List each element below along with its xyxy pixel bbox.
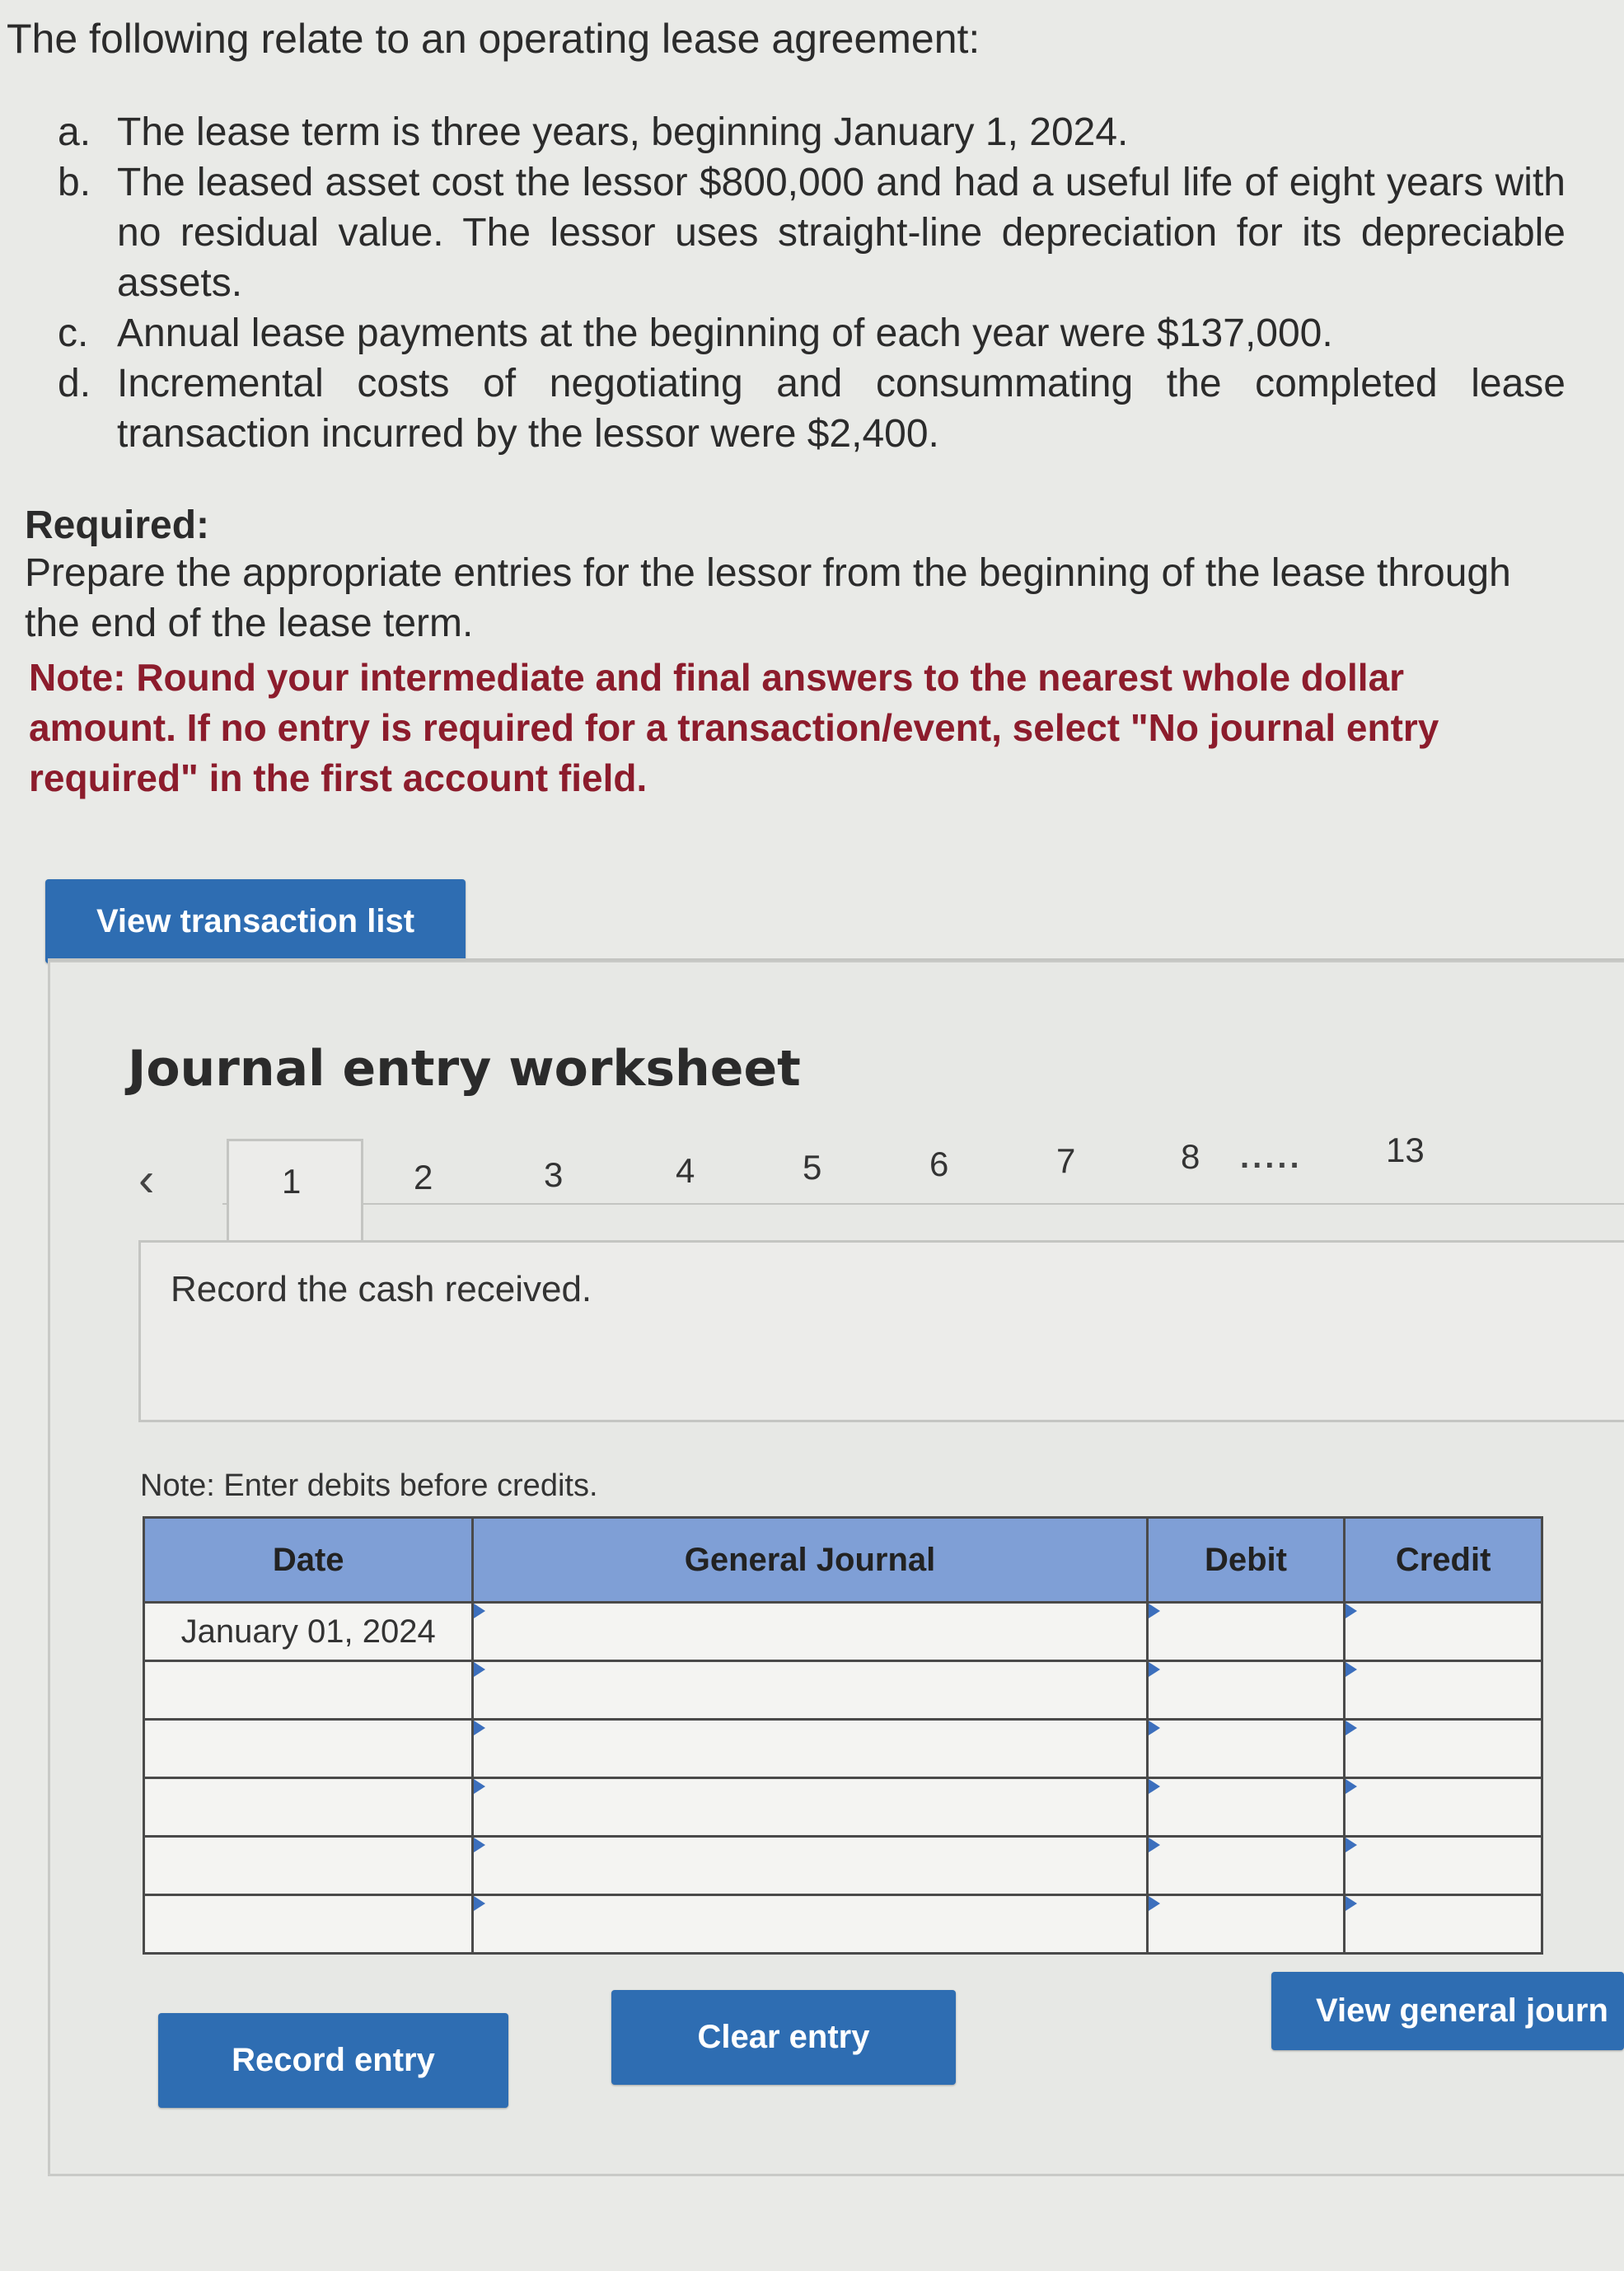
debit-input[interactable] (1147, 1837, 1345, 1895)
journal-table (143, 1516, 1543, 1955)
worksheet-title: Journal entry worksheet (128, 1040, 801, 1098)
view-transaction-list-button[interactable]: View transaction list (45, 879, 466, 963)
credit-input[interactable] (1345, 1778, 1542, 1837)
debit-credit-note: Note: Enter debits before credits. (140, 1468, 598, 1503)
debit-input[interactable] (1147, 1895, 1345, 1954)
tab-5[interactable]: 5 (803, 1148, 822, 1187)
date-cell: January 01, 2024 (144, 1603, 473, 1661)
item-text: Annual lease payments at the beginning of each year were $137,000. (117, 311, 1333, 355)
problem-items (58, 107, 1565, 459)
item-text: The leased asset cost the lessor $800,000 and had a useful life of eight years with no residual value. The lessor uses straight-line depreciation for its depreciable assets. (117, 161, 1565, 305)
instruction-box (138, 1240, 1624, 1422)
table-row (144, 1837, 1542, 1895)
problem-item-b (58, 157, 1565, 308)
tab-13[interactable]: 13 (1386, 1131, 1425, 1169)
account-select[interactable] (473, 1720, 1147, 1778)
view-general-journal-button[interactable]: View general journ (1271, 1972, 1624, 2050)
credit-input[interactable] (1345, 1603, 1542, 1661)
debit-input[interactable] (1147, 1778, 1345, 1837)
account-select[interactable] (473, 1778, 1147, 1837)
item-text: Incremental costs of negotiating and consummating the completed lease transaction incurred by the lessor were $2,400. (117, 362, 1565, 456)
required-text: Prepare the appropriate entries for the lessor from the beginning of the lease through the end of the lease term. (25, 551, 1511, 645)
problem-item-a (58, 107, 1565, 157)
tabs-baseline (222, 1203, 1624, 1205)
table-row (144, 1778, 1542, 1837)
debit-input[interactable] (1147, 1603, 1345, 1661)
item-letter: c. (58, 311, 89, 355)
table-row (144, 1603, 1542, 1661)
item-letter: a. (58, 110, 91, 154)
date-cell (144, 1661, 473, 1720)
credit-input[interactable] (1345, 1837, 1542, 1895)
debit-input[interactable] (1147, 1720, 1345, 1778)
tab-6[interactable]: 6 (929, 1145, 949, 1183)
problem-item-d (58, 358, 1565, 459)
account-select[interactable] (473, 1661, 1147, 1720)
required-heading: Required: (25, 503, 210, 547)
clear-entry-button[interactable]: Clear entry (611, 1990, 956, 2085)
account-select[interactable] (473, 1837, 1147, 1895)
item-letter: b. (58, 161, 91, 204)
credit-header: Credit (1345, 1518, 1542, 1603)
date-header: Date (144, 1518, 473, 1603)
table-row (144, 1895, 1542, 1954)
tabs-ellipsis: ..... (1240, 1139, 1303, 1175)
credit-input[interactable] (1345, 1720, 1542, 1778)
journal-header-row (144, 1518, 1542, 1603)
account-select[interactable] (473, 1603, 1147, 1661)
general-journal-header: General Journal (473, 1518, 1147, 1603)
panel-divider (48, 958, 1624, 961)
tab-1[interactable]: 1 (282, 1162, 302, 1201)
intro-text: The following relate to an operating lease agreement: (7, 16, 980, 62)
tab-8[interactable]: 8 (1181, 1137, 1200, 1176)
date-cell (144, 1837, 473, 1895)
item-letter: d. (58, 362, 91, 405)
record-entry-button[interactable]: Record entry (158, 2013, 508, 2108)
debit-input[interactable] (1147, 1661, 1345, 1720)
date-cell (144, 1720, 473, 1778)
credit-input[interactable] (1345, 1661, 1542, 1720)
tab-2[interactable]: 2 (414, 1158, 433, 1196)
tab-3[interactable]: 3 (544, 1155, 564, 1194)
date-cell (144, 1895, 473, 1954)
instruction-text: Record the cash received. (171, 1269, 592, 1309)
chevron-left-icon[interactable]: ‹ (138, 1153, 155, 1206)
account-select[interactable] (473, 1895, 1147, 1954)
tab-7[interactable]: 7 (1056, 1141, 1076, 1180)
debit-header: Debit (1147, 1518, 1345, 1603)
table-row (144, 1720, 1542, 1778)
rounding-note: Note: Round your intermediate and final answers to the nearest whole dollar amount. If no entry is required for a transaction/event, select "No journal entry required" in the first account field. (29, 656, 1439, 799)
item-text: The lease term is three years, beginning January 1, 2024. (117, 110, 1129, 154)
problem-item-c (58, 308, 1565, 358)
credit-input[interactable] (1345, 1895, 1542, 1954)
date-cell (144, 1778, 473, 1837)
tab-4[interactable]: 4 (676, 1151, 695, 1190)
table-row (144, 1661, 1542, 1720)
